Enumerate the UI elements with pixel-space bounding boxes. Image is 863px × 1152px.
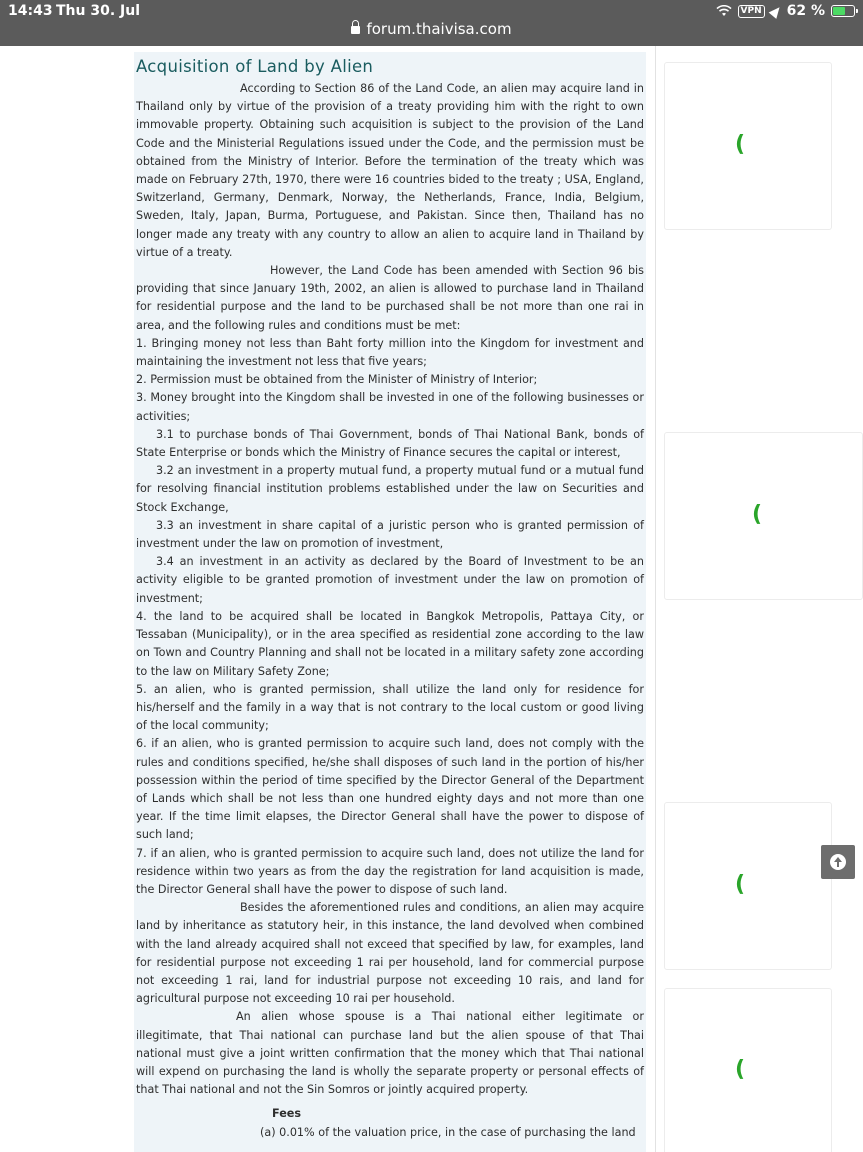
sub-list-item: 3.3 an investment in share capital of a juristic person who is granted permission of investment under the law on promotion of investment, [136,518,644,551]
battery-percent: 62 % [786,3,825,19]
article-title: Acquisition of Land by Alien [136,57,374,76]
post-content [134,52,646,1152]
paragraph-inheritance: Besides the aforementioned rules and conditions, an alien may acquire land by inheritance as statutory heir, in this instance, the land devolved when combined with the land already acquired shall not exceed that specified by law, for examples, land for residential purpose not exceeding 1 rai per household, land for commercial purpose not exceeding 1 rai, land for industrial purpose not exceeding 10 rais, and land for agricultural purpose not exceeding 10 rai per household. [136,901,644,1006]
battery-level-fill [833,7,845,15]
sub-list-item: 3.4 an investment in an activity as declared by the Board of Investment to be an activity eligible to be granted promotion of investment under the law on promotion of investment; [136,555,644,605]
list-item: 1. Bringing money not less than Baht forty million into the Kingdom for investment and maintaining the investment not less that five years; [136,336,644,369]
list-item: 6. if an alien, who is granted permission to acquire such land, does not comply with the rules and conditions specified, he/she shall disposes of such land in the portion of his/her possession within the period of time specified by the Director General of the Department of Lands which shall be not less than one hundred eighty days and not more than one year. If the time limit elapses, the Director General shall have the power to dispose of such land; [136,737,644,842]
sidebar-ad-slot [664,432,863,600]
paragraph-thai-spouse: An alien whose spouse is a Thai national either legitimate or illegitimate, that Thai national can purchase land but the alien spouse of that Thai national must give a joint written confirmation that the money which that Thai national will expend on purchasing the land is wholly the separate property or personal effects of that Thai national and not the Sin Somros or jointly acquired property. [136,1010,644,1097]
arrow-up-icon [830,854,846,870]
list-item: 5. an alien, who is granted permission, shall utilize the land only for residence for his/herself and the family in a way that is not contrary to the local custom or good living of the local community; [136,682,644,733]
fees-item-a: (a) 0.01% of the valuation price, in the case of purchasing the land [260,1125,636,1139]
column-divider [655,46,656,1152]
url-domain[interactable]: forum.thaivisa.com [366,20,512,38]
sidebar-ad-slot [664,62,832,230]
list-item: 7. if an alien, who is granted permission to acquire such land, does not utilize the land for residence within two years as from the day the registration for land acquisition is made, the Director General shall have the power to dispose of such land. [136,846,644,896]
loading-spinner-icon: ( [752,502,763,527]
battery-icon [831,5,855,17]
status-indicators [716,3,855,19]
loading-spinner-icon: ( [735,1057,746,1082]
sub-list-item: 3.2 an investment in a property mutual fund, a property mutual fund or a mutual fund for resolving financial institution problems established under the law on Securities and Stock Exchange, [136,464,644,514]
sub-list-item: 3.1 to purchase bonds of Thai Government, bonds of Thai National Bank, bonds of State Enterprise or bonds which the Ministry of Finance secures the capital or interest, [136,427,644,460]
status-date: Thu 30. Jul [56,3,141,19]
loading-spinner-icon: ( [735,132,746,157]
list-item: 2. Permission must be obtained from the Minister of Ministry of Interior; [136,373,538,387]
wifi-icon [716,5,732,17]
sidebar-ad-slot [664,802,832,970]
paragraph-section-96bis: However, the Land Code has been amended with Section 96 bis providing that since January 19th, 2002, an alien is allowed to purchase land in Thailand for residential purpose and the land to be purchased shall be not more than one rai in area, and the following rules and conditions must be met: [136,264,644,332]
list-item: 4. the land to be acquired shall be located in Bangkok Metropolis, Pattaya City, or Tessaban (Municipality), or in the area specified as residential zone according to the law on Town and Country Planning and shall not be located in a military safety zone according to the law on Military Safety Zone; [136,609,644,678]
fees-heading: Fees [272,1107,302,1121]
vpn-badge: VPN [738,5,765,18]
lock-icon [351,26,360,34]
sidebar-ad-slot [664,988,832,1152]
loading-spinner-icon: ( [735,872,746,897]
paragraph-section-86: According to Section 86 of the Land Code, an alien may acquire land in Thailand only by virtue of the provision of a treaty providing him with the right to own immovable property. Obtaining such acquisition is subject to the provision of the Land Code and the Ministerial Regulations issued under the Code, and the permission must be obtained from the Ministry of Interior. Before the termination of the treaty which was made on February 27th, 1970, there were 16 countries bided to the treaty ; USA, England, Switzerland, Germany, Denmark, Norway, the Netherlands, France, India, Belgium, Sweden, Italy, Japan, Burma, Portuguese, and Pakistan. Since then, Thailand has no longer made any treaty with any country to allow an alien to acquire land in Thailand by virtue of a treaty. [136,82,644,259]
browser-top-bar [0,0,863,46]
list-item: 3. Money brought into the Kingdom shall be invested in one of the following businesses or activities; [136,391,644,423]
location-arrow-icon [768,4,783,19]
status-time: 14:43 [8,3,53,19]
scroll-to-top-button[interactable] [821,845,855,879]
address-bar[interactable] [0,20,863,38]
